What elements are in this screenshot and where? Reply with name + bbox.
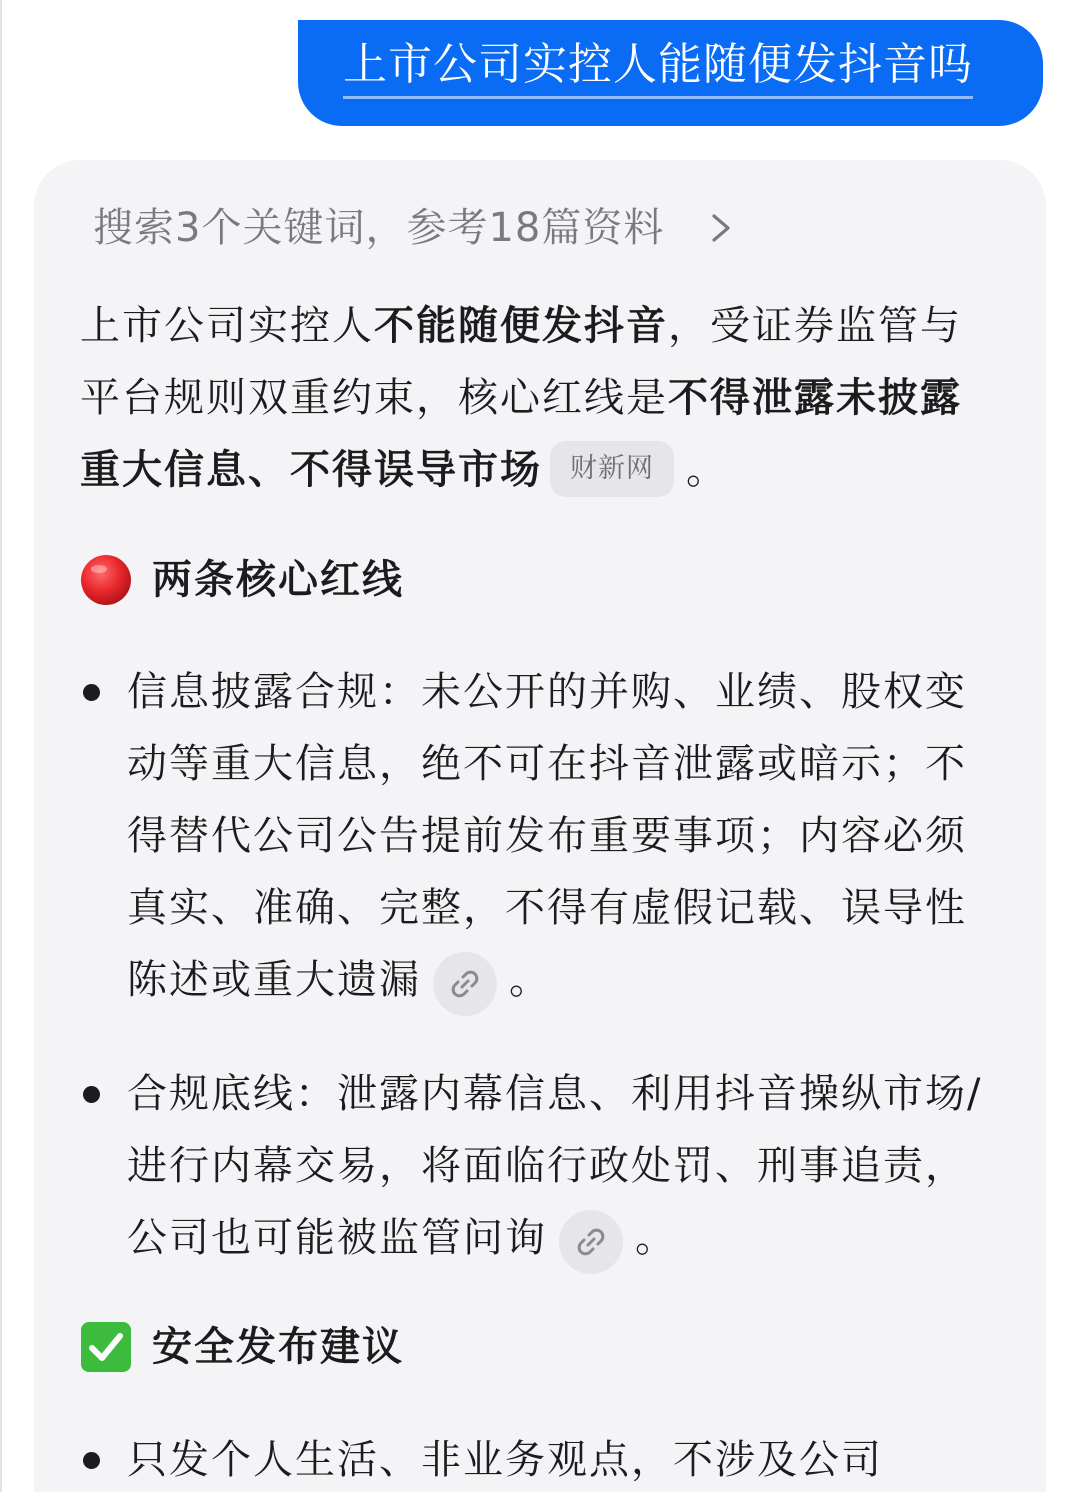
- list-item: [80, 656, 1000, 1016]
- section-title-safe-posting: 安全发布建议: [152, 1324, 404, 1370]
- check-mark-icon: [80, 1321, 132, 1373]
- intro-text-1: 上市公司实控人: [80, 303, 374, 349]
- bullet-text: 合规底线：泄露内幕信息、利用抖音操纵市场/进行内幕交易，将面临行政处罚、刑事追责，公司也可能被监管问询: [127, 1071, 983, 1261]
- answer-intro-paragraph: [80, 290, 1000, 506]
- section-heading-safe-posting: [80, 1317, 404, 1377]
- intro-bold-2: 不得泄露未披露重大信息、不得误导市场: [80, 375, 962, 493]
- bullet-content: [127, 656, 1000, 1016]
- list-item: [80, 1058, 1000, 1274]
- intro-end: 。: [686, 447, 728, 493]
- user-message-text[interactable]: 上市公司实控人能随便发抖音吗: [343, 34, 973, 99]
- list-item: [80, 1424, 1000, 1492]
- bullet-text: 信息披露合规：未公开的并购、业绩、股权变动等重大信息，绝不可在抖音泄露或暗示；不得替代公司公告提前发布重要事项；内容必须真实、准确、完整，不得有虚假记载、误导性陈述或重大遗漏: [127, 669, 967, 1003]
- intro-bold-1: 不能随便发抖音: [374, 303, 668, 349]
- red-circle-icon: [80, 554, 132, 606]
- bullet-end: 。: [635, 1215, 677, 1261]
- source-chip[interactable]: 财新网: [550, 441, 674, 497]
- chevron-right-icon[interactable]: [704, 208, 738, 248]
- section-title-red-lines: 两条核心红线: [152, 557, 404, 603]
- bullet-text: 只发个人生活、非业务观点，不涉及公司: [127, 1437, 883, 1483]
- intro-text-2: ，受证券监管与平台规则双重约束，核心红线是: [80, 303, 962, 421]
- link-icon: [574, 1225, 608, 1259]
- bullet-dot: [83, 1452, 100, 1469]
- bullet-end: 。: [509, 957, 551, 1003]
- bullet-dot: [83, 684, 100, 701]
- search-summary-row[interactable]: [93, 198, 738, 258]
- reference-link-button[interactable]: [559, 1210, 623, 1274]
- reference-link-button[interactable]: [433, 952, 497, 1016]
- search-summary-text[interactable]: 搜索3个关键词，参考18篇资料: [93, 205, 665, 251]
- bullet-content: [127, 1058, 1000, 1274]
- left-edge-divider: [0, 0, 2, 1492]
- bullet-content: [127, 1424, 1000, 1492]
- section-heading-red-lines: [80, 550, 404, 610]
- bullet-dot: [83, 1086, 100, 1103]
- user-message-bubble[interactable]: [298, 20, 1043, 126]
- link-icon: [448, 967, 482, 1001]
